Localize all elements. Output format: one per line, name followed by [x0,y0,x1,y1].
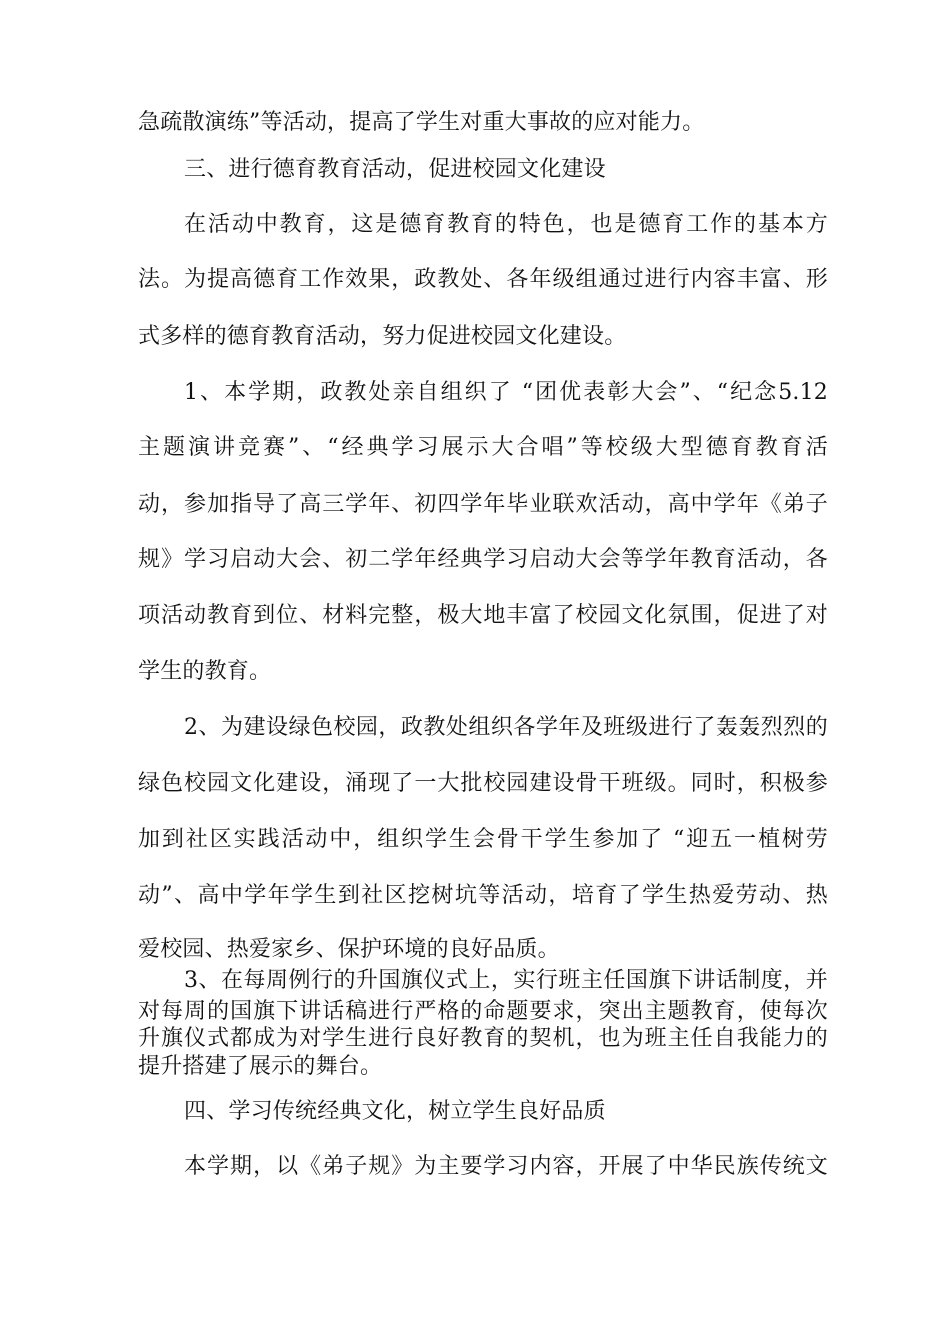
text-line: 项活动教育到位、材料完整，极大地丰富了校园文化氛围，促进了对 [138,603,828,628]
text-line: 学生的教育。 [138,659,272,684]
text-line: 2、为建设绿色校园，政教处组织各学年及班级进行了轰轰烈烈的 [184,715,828,740]
text-line: 3、在每周例行的升国旗仪式上，实行班主任国旗下讲话制度，并 [184,968,828,993]
text-line: 动，参加指导了高三学年、初四学年毕业联欢活动，高中学年《弟子 [138,492,828,517]
text-line: 提升搭建了展示的舞台。 [138,1054,383,1079]
text-line: 绿色校园文化建设，涌现了一大批校园建设骨干班级。同时，积极参 [138,771,828,796]
text-line: 1、本学期，政教处亲自组织了 “团优表彰大会”、“纪念5.12 [184,380,828,405]
text-line: 主题演讲竞赛”、“经典学习展示大合唱”等校级大型德育教育活 [138,435,828,460]
section-heading: 三、进行德育教育活动，促进校园文化建设 [184,157,606,182]
section-heading: 四、学习传统经典文化，树立学生良好品质 [184,1099,606,1124]
text-line: 升旗仪式都成为对学生进行良好教育的契机，也为班主任自我能力的 [138,1026,828,1051]
text-line: 本学期，以《弟子规》为主要学习内容，开展了中华民族传统文 [184,1154,828,1179]
text-line: 爱校园、热爱家乡、保护环境的良好品质。 [138,937,560,962]
text-line: 对每周的国旗下讲话稿进行严格的命题要求，突出主题教育，使每次 [138,999,828,1024]
text-line: 式多样的德育教育活动，努力促进校园文化建设。 [138,324,627,349]
text-line: 动”、高中学年学生到社区挖树坑等活动，培育了学生热爱劳动、热 [138,883,828,908]
text-line: 法。为提高德育工作效果，政教处、各年级组通过进行内容丰富、形 [138,267,828,292]
text-line: 急疏散演练”等活动，提高了学生对重大事故的应对能力。 [138,110,705,135]
text-line: 规》学习启动大会、初二学年经典学习启动大会等学年教育活动，各 [138,547,828,572]
text-line: 加到社区实践活动中，组织学生会骨干学生参加了 “迎五一植树劳 [138,827,828,852]
text-line: 在活动中教育，这是德育教育的特色，也是德育工作的基本方 [184,212,828,237]
